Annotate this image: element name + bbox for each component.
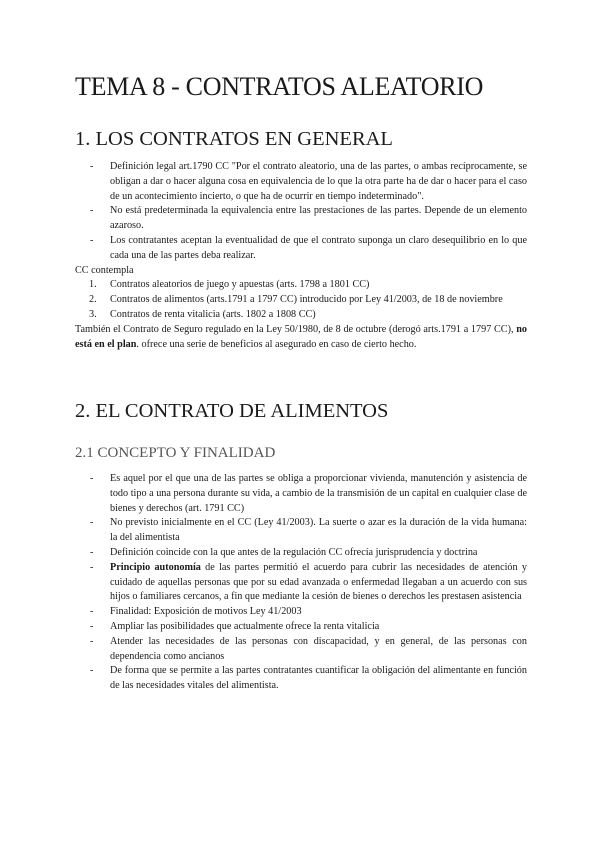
list-number: 2. bbox=[89, 294, 97, 306]
list-item: - Finalidad: Exposición de motivos Ley 41/2003 bbox=[75, 605, 527, 620]
cc-contempla-label: CC contempla bbox=[75, 264, 134, 276]
list-item bbox=[75, 561, 527, 605]
list-item bbox=[75, 293, 527, 308]
subsection-heading-2-1: 2.1 CONCEPTO Y FINALIDAD bbox=[75, 445, 276, 461]
seguro-bold-note: no está en el plan bbox=[75, 323, 527, 350]
section-2-body bbox=[75, 472, 527, 694]
section-1-numbered-list bbox=[75, 278, 527, 322]
principio-autonomia-label: Principio autonomía bbox=[110, 561, 201, 573]
page-title: TEMA 8 - CONTRATOS ALEATORIO bbox=[75, 72, 484, 101]
list-item: - De forma que se permite a las partes contratantes cuantificar la obligación del alimentante en función de las necesidades vitales del alimentista. bbox=[75, 664, 527, 694]
list-item-text: Contratos de alimentos (arts.1791 a 1797 CC) introducido por Ley 41/2003, de 18 de noviembre bbox=[110, 294, 503, 306]
list-number: 1. bbox=[89, 279, 97, 291]
section-heading-2: 2. EL CONTRATO DE ALIMENTOS bbox=[75, 400, 389, 422]
section-1-bullet-list bbox=[75, 160, 527, 264]
principio-autonomia-text: de las partes permitió el acuerdo para cubrir las necesidades de atención y cuidado de aquellas personas que por su edad avanzada o enfermedad llegaban a un acuerdo con sus hijos o familiares cercanos, a fin que mediante la cesión de bienes o derechos les prestasen asistencia bbox=[110, 561, 527, 603]
list-item: - Ampliar las posibilidades que actualmente ofrece la renta vitalicia bbox=[75, 620, 527, 635]
section-heading-1: 1. LOS CONTRATOS EN GENERAL bbox=[75, 128, 393, 150]
list-item: - Los contratantes aceptan la eventualidad de que el contrato suponga un claro desequilibrio en lo que cada una de las partes deba realizar. bbox=[75, 234, 527, 264]
list-item bbox=[75, 278, 527, 293]
list-item: - Atender las necesidades de las personas con discapacidad, y en general, de las personas con dependencia como ancianos bbox=[75, 635, 527, 665]
seguro-text-b: . ofrece una serie de beneficios al asegurado en caso de cierto hecho. bbox=[136, 338, 417, 350]
list-item: - No previsto inicialmente en el CC (Ley 41/2003). La suerte o azar es la duración de la vida humana: la del alimentista bbox=[75, 516, 527, 546]
section-1-body bbox=[75, 160, 527, 352]
list-item: - Definición legal art.1790 CC "Por el contrato aleatorio, una de las partes, o ambas recíprocamente, se obligan a dar o hacer alguna cosa en equivalencia de lo que la otra parte ha de dar o hacer para el caso de un acontecimiento incierto, o que ha de ocurrir en tiempo indeterminado". bbox=[75, 160, 527, 204]
list-item: - Definición coincide con la que antes de la regulación CC ofrecía jurisprudencia y doctrina bbox=[75, 546, 527, 561]
list-item bbox=[75, 308, 527, 323]
list-item-text: Contratos aleatorios de juego y apuestas (arts. 1798 a 1801 CC) bbox=[110, 279, 370, 291]
list-item: - No está predeterminada la equivalencia entre las prestaciones de las partes. Depende de un elemento azaroso. bbox=[75, 204, 527, 234]
section-2-bullet-list bbox=[75, 472, 527, 694]
list-item: - Es aquel por el que una de las partes se obliga a proporcionar vivienda, manutención y asistencia de todo tipo a una persona durante su vida, a cambio de la transmisión de un capital en cualquier clase de bienes y derechos (art. 1791 CC) bbox=[75, 472, 527, 516]
seguro-text-a: También el Contrato de Seguro regulado en la Ley 50/1980, de 8 de octubre (derogó arts.1791 a 1797 CC), bbox=[75, 323, 517, 335]
list-item-text: Contratos de renta vitalicia (arts. 1802 a 1808 CC) bbox=[110, 308, 316, 320]
list-number: 3. bbox=[89, 308, 97, 320]
seguro-paragraph bbox=[75, 323, 527, 353]
